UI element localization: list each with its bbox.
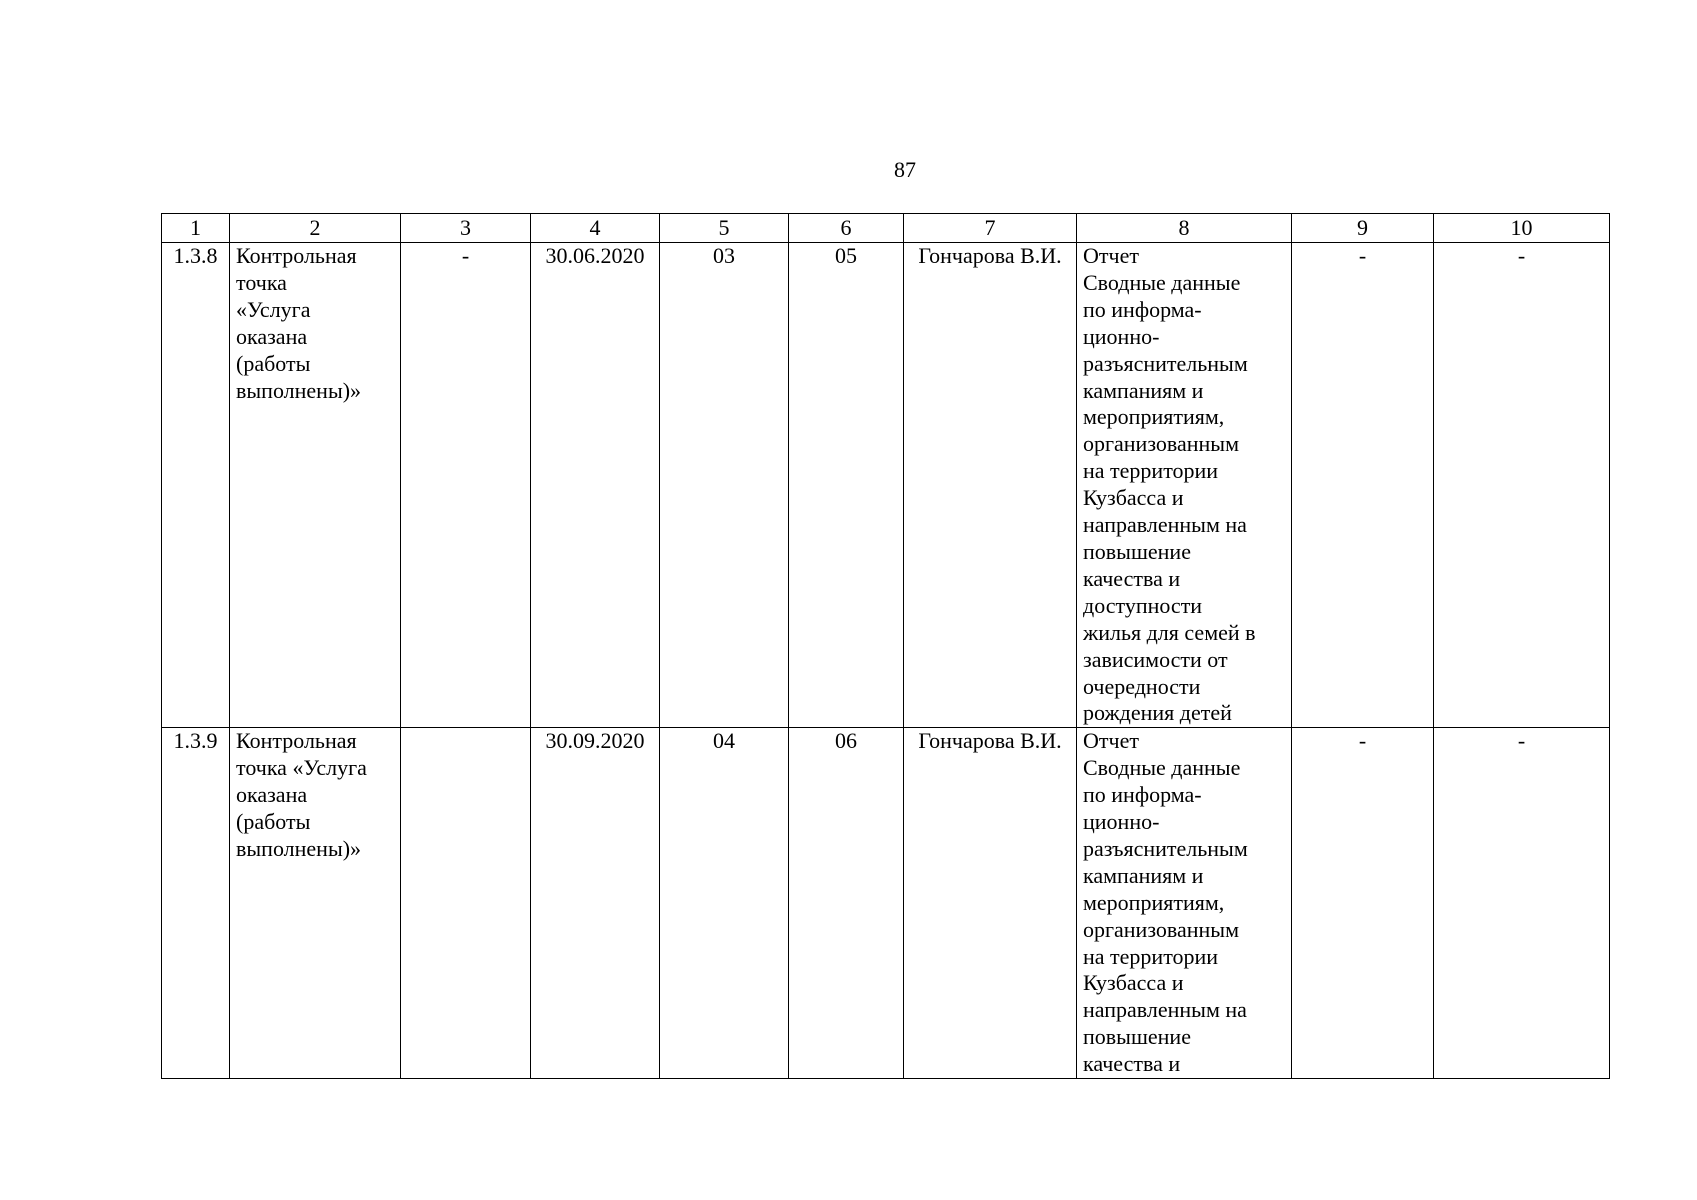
header-cell: 5 bbox=[660, 214, 789, 243]
event-cell bbox=[230, 728, 401, 1079]
col5-cell: 03 bbox=[660, 243, 789, 728]
responsible-cell: Гончарова В.И. bbox=[904, 728, 1077, 1079]
header-row bbox=[162, 214, 1610, 243]
col10-cell: - bbox=[1434, 243, 1610, 728]
col6-cell: 05 bbox=[789, 243, 904, 728]
header-cell: 10 bbox=[1434, 214, 1610, 243]
event-text: Контрольная точка «Услуга оказана (работы выполнены)» bbox=[236, 728, 367, 861]
header-cell: 3 bbox=[401, 214, 531, 243]
result-text: Отчет Сводные данные по информа- ционно- разъяснительным кампаниям и мероприятиям, организованным на территории Кузбасса и направленным на повышение качества и bbox=[1083, 728, 1248, 1077]
col3-cell: - bbox=[401, 243, 531, 728]
event-cell bbox=[230, 243, 401, 728]
header-cell: 4 bbox=[531, 214, 660, 243]
result-cell bbox=[1077, 728, 1292, 1079]
result-text: Отчет Сводные данные по информа- ционно- разъяснительным кампаниям и мероприятиям, организованным на территории Кузбасса и направленным на повышение качества и доступности жилья для семей в зависимости от очередности рождения детей bbox=[1083, 243, 1256, 726]
col5-cell: 04 bbox=[660, 728, 789, 1079]
row-number-cell: 1.3.8 bbox=[162, 243, 230, 728]
plan-table bbox=[161, 213, 1610, 1079]
table-row bbox=[162, 243, 1610, 728]
date-cell: 30.06.2020 bbox=[531, 243, 660, 728]
header-cell: 7 bbox=[904, 214, 1077, 243]
header-cell: 9 bbox=[1292, 214, 1434, 243]
row-number-cell: 1.3.9 bbox=[162, 728, 230, 1079]
responsible-cell: Гончарова В.И. bbox=[904, 243, 1077, 728]
event-text: Контрольная точка «Услуга оказана (работы выполнены)» bbox=[236, 243, 362, 403]
header-cell: 2 bbox=[230, 214, 401, 243]
header-cell: 6 bbox=[789, 214, 904, 243]
header-cell: 8 bbox=[1077, 214, 1292, 243]
page-number: 87 bbox=[894, 157, 916, 182]
col9-cell: - bbox=[1292, 728, 1434, 1079]
header-cell: 1 bbox=[162, 214, 230, 243]
result-cell bbox=[1077, 243, 1292, 728]
col3-cell bbox=[401, 728, 531, 1079]
col9-cell: - bbox=[1292, 243, 1434, 728]
date-cell: 30.09.2020 bbox=[531, 728, 660, 1079]
col10-cell: - bbox=[1434, 728, 1610, 1079]
table-row bbox=[162, 728, 1610, 1079]
col6-cell: 06 bbox=[789, 728, 904, 1079]
